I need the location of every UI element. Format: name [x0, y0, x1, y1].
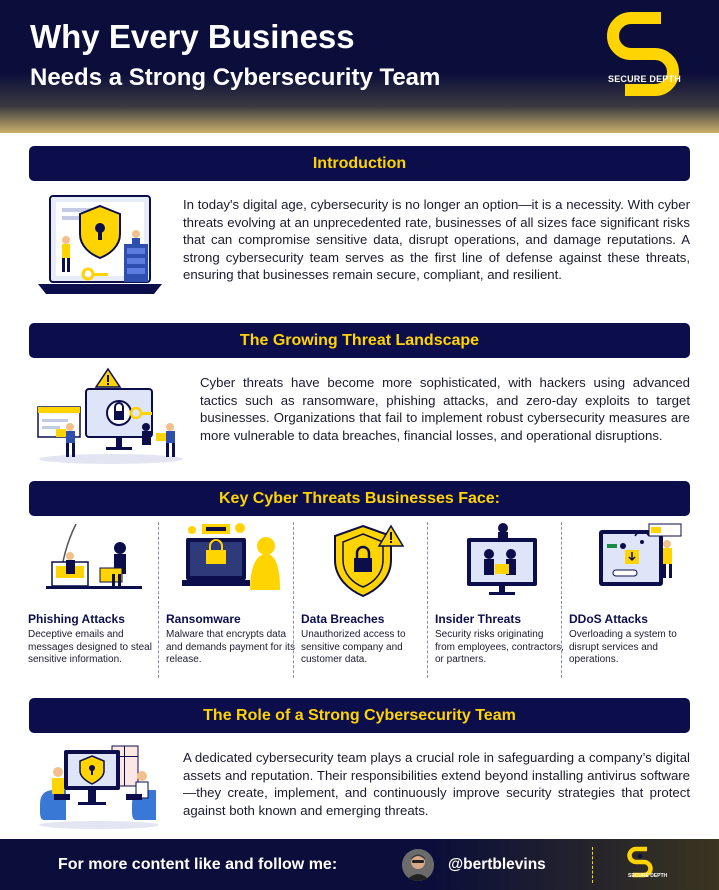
- logo-brand-text: SECURE DEPTH: [608, 74, 681, 84]
- social-handle-link[interactable]: @bertblevins: [448, 856, 546, 873]
- key-threats-heading: Key Cyber Threats Businesses Face:: [29, 481, 690, 516]
- threat-divider: [561, 522, 562, 678]
- person-avatar-icon: [402, 849, 434, 881]
- phishing-icon: [38, 520, 148, 600]
- shield-laptop-illustration-icon: [36, 192, 164, 300]
- ransomware-icon: [176, 520, 286, 600]
- footer: [0, 839, 719, 890]
- page-title-line2: Needs a Strong Cybersecurity Team: [30, 64, 441, 91]
- avatar[interactable]: [402, 849, 434, 881]
- threat-divider: [158, 522, 159, 678]
- threat-title: Phishing Attacks: [28, 612, 125, 626]
- threat-title: Data Breaches: [301, 612, 385, 626]
- data-breach-shield-icon: [311, 520, 421, 600]
- intro-text: In today's digital age, cybersecurity is no longer an option—it is a necessity. With cyber threats evolving at an unprecedented rate, businesses of all sizes face significant risks that can compromise sensitive data, disrupt operations, and damage reputations. A strong cybersecurity team serves as the first line of defense against these threats, ensuring that businesses remain secure, compliant, and resilient.: [183, 197, 690, 282]
- team-security-illustration-icon: [36, 740, 162, 830]
- intro-heading: Introduction: [29, 146, 690, 181]
- threat-landscape-text: Cyber threats have become more sophisticated, with hackers using advanced tactics such as ransomware, phishing attacks, and zero-day exploits to target businesses. Organizations that fail to implement robust cybersecurity measures are more vulnerable to data breaches, financial losses, and operational disruptions.: [200, 375, 690, 443]
- threat-desc: Security risks originating from employees, contractors, or partners.: [435, 629, 564, 665]
- threat-landscape-heading: The Growing Threat Landscape: [29, 323, 690, 358]
- secure-depth-logo-icon: [603, 10, 683, 110]
- threat-divider: [293, 522, 294, 678]
- threat-desc: Deceptive emails and messages designed to steal sensitive information.: [28, 629, 152, 665]
- threat-desc: Malware that encrypts data and demands payment for its release.: [166, 629, 295, 665]
- team-role-heading: The Role of a Strong Cybersecurity Team: [29, 698, 690, 733]
- footer-divider: [592, 847, 593, 883]
- threat-title: Ransomware: [166, 612, 241, 626]
- header-banner: [0, 0, 719, 133]
- team-role-text: A dedicated cybersecurity team plays a crucial role in safeguarding a company’s digital assets and reputation. Their responsibilities extend beyond installing antivirus software—they create, implement, and continuously improve security strategies that protect against both known and emerging threats.: [183, 750, 690, 818]
- ddos-icon: [579, 520, 689, 600]
- threat-desc: Unauthorized access to sensitive company and customer data.: [301, 629, 406, 665]
- hackers-warning-illustration-icon: [36, 367, 186, 465]
- insider-threat-icon: [445, 520, 555, 600]
- footer-brand-text: SECURE DEPTH: [628, 873, 668, 879]
- threat-title: DDoS Attacks: [569, 612, 648, 626]
- page-title-line1: Why Every Business: [30, 18, 355, 55]
- threat-divider: [427, 522, 428, 678]
- footer-cta: For more content like and follow me:: [58, 856, 338, 873]
- threat-title: Insider Threats: [435, 612, 522, 626]
- threat-desc: Overloading a system to disrupt services and operations.: [569, 629, 677, 665]
